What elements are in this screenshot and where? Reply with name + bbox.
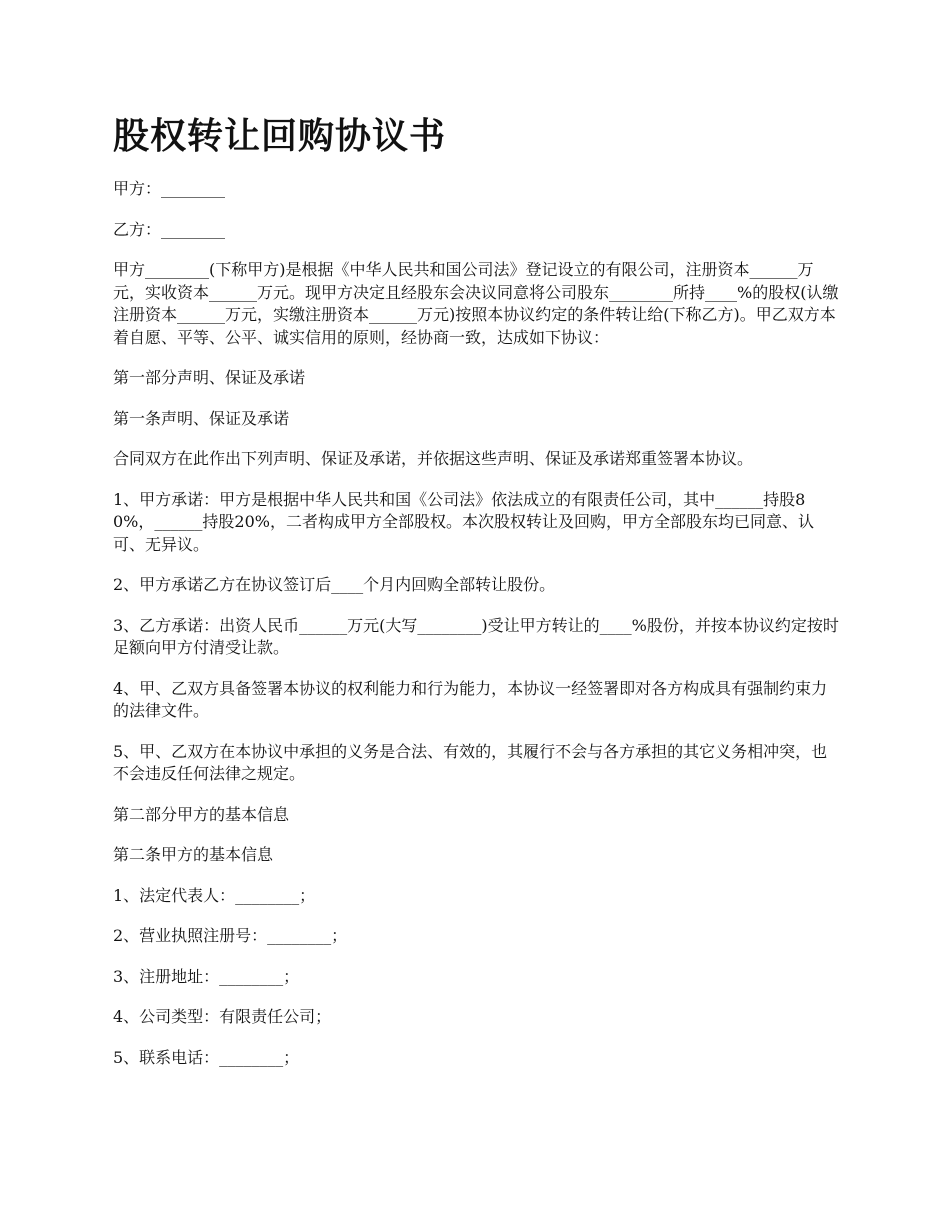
clause-3: 3、乙方承诺：出资人民币______万元(大写________)受让甲方转让的____%股份，并按本协议约定按时足额向甲方付清受让款。 xyxy=(113,615,839,657)
document-body xyxy=(113,178,843,1069)
clause-4: 4、甲、乙双方具备签署本协议的权利能力和行为能力，本协议一经签署即对各方构成具有强制约束力的法律文件。 xyxy=(113,678,828,720)
party-b-line: 乙方：________ xyxy=(113,219,226,239)
clause-2: 2、甲方承诺乙方在协议签订后____个月内回购全部转让股份。 xyxy=(113,575,556,594)
info-license-number: 2、营业执照注册号：________； xyxy=(113,926,348,945)
info-registered-address: 3、注册地址：________； xyxy=(113,966,300,986)
info-phone: 5、联系电话：________； xyxy=(113,1047,300,1067)
party-a-line: 甲方：________ xyxy=(113,179,226,198)
preamble-paragraph: 甲方________(下称甲方)是根据《中华人民共和国公司法》登记设立的有限公司，注册资本______万元，实收资本______万元。现甲方决定且经股东会决议同意将公司股东________所持____%的股权(认缴注册资本______万元，实缴注册资本______万元)按照本协议约定的条件转让给(下称乙方)。甲乙双方本着自愿、平等、公平、诚实信用的原则，经协商一致，达成如下协议： xyxy=(113,260,839,347)
article-two-heading: 第二条甲方的基本信息 xyxy=(113,845,274,864)
article-one-heading: 第一条声明、保证及承诺 xyxy=(113,408,290,428)
part-one-heading: 第一部分声明、保证及承诺 xyxy=(113,368,306,387)
document-page xyxy=(113,108,843,1087)
info-company-type: 4、公司类型：有限责任公司； xyxy=(113,1007,332,1026)
clause-1: 1、甲方承诺：甲方是根据中华人民共和国《公司法》依法成立的有限责任公司，其中______持股80%，______持股20%，二者构成甲方全部股权。本次股权转让及回购，甲方全部股东均已同意、认可、无异议。 xyxy=(113,489,814,554)
part-two-heading: 第二部分甲方的基本信息 xyxy=(113,804,290,824)
document-title: 股权转让回购协议书 xyxy=(113,115,447,157)
article-one-intro: 合同双方在此作出下列声明、保证及承诺，并依据这些声明、保证及承诺郑重签署本协议。 xyxy=(113,449,754,468)
info-legal-representative: 1、法定代表人：________； xyxy=(113,885,316,905)
clause-5: 5、甲、乙双方在本协议中承担的义务是合法、有效的，其履行不会与各方承担的其它义务相冲突，也不会违反任何法律之规定。 xyxy=(113,741,828,783)
